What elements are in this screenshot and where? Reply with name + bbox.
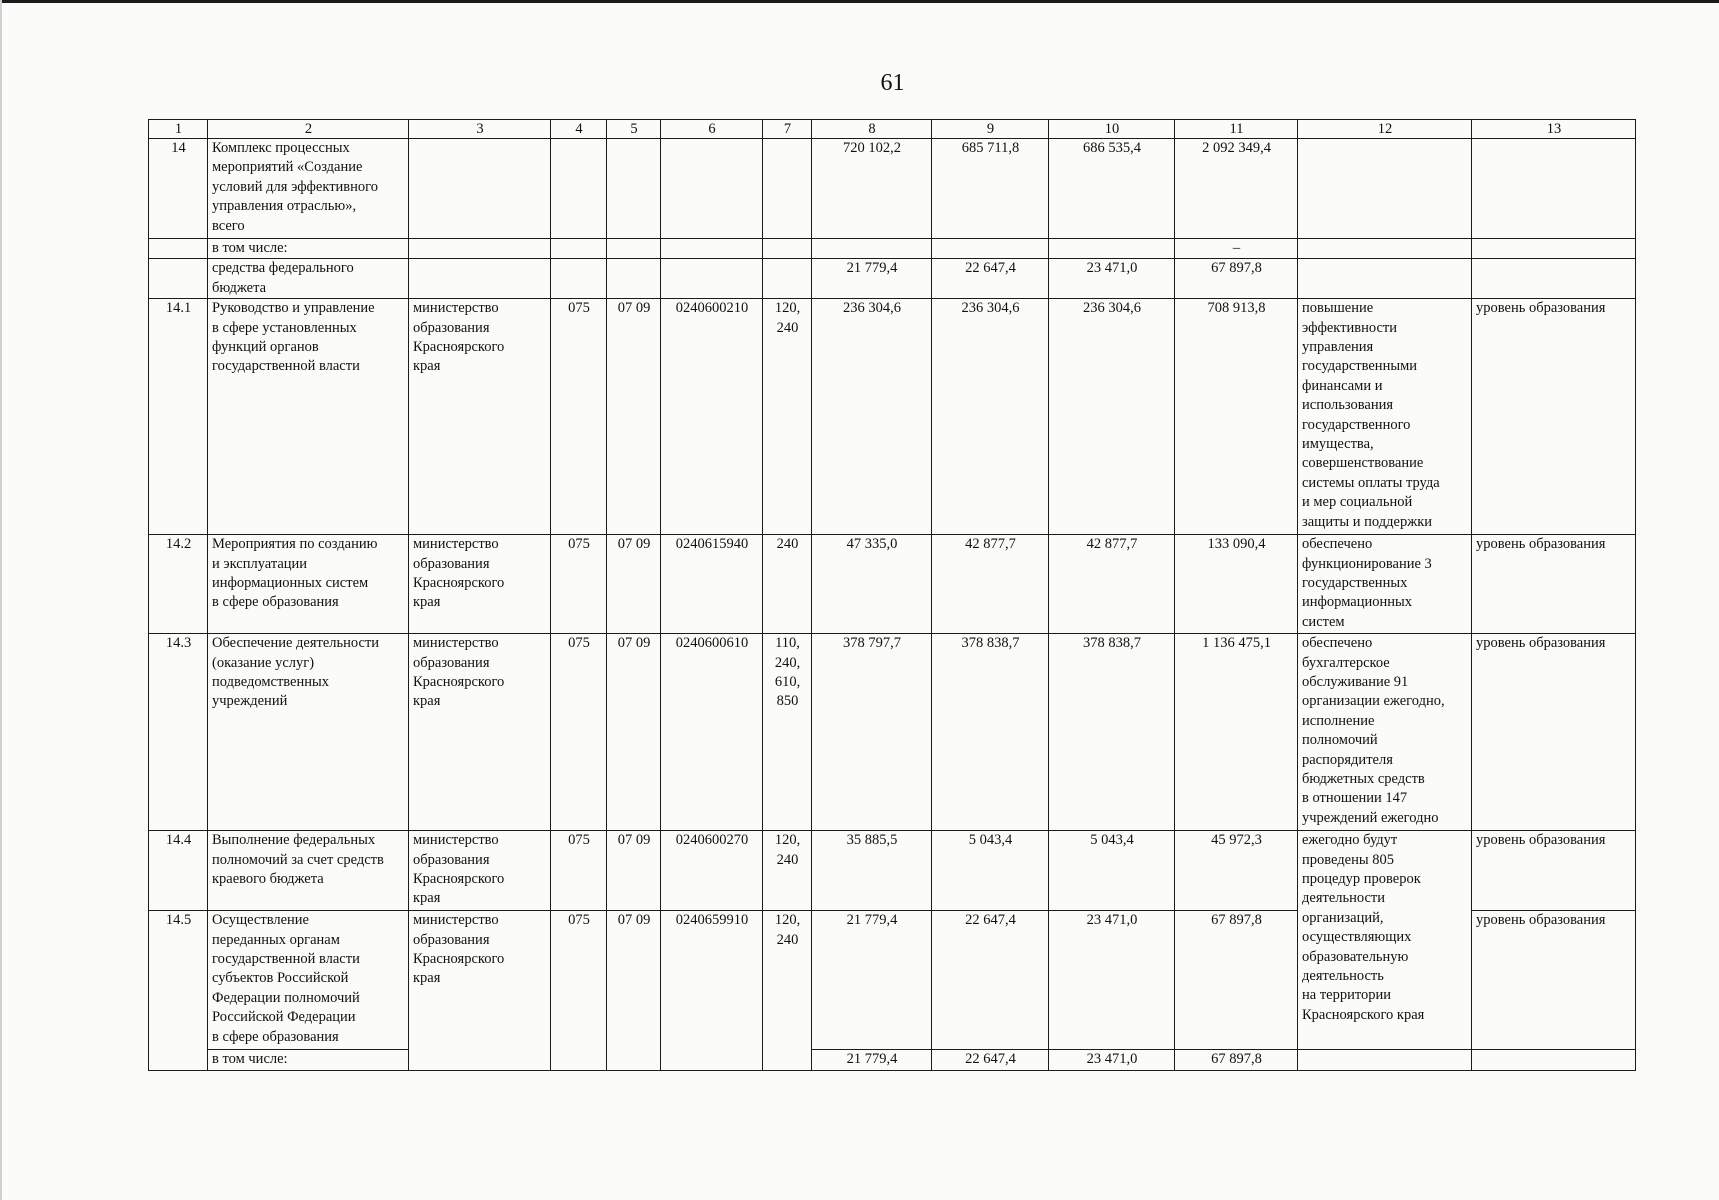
column-header: 11 [1175, 120, 1298, 139]
value-col11: 2 092 349,4 [1175, 139, 1298, 239]
cell-empty [409, 259, 551, 299]
cell-empty [607, 239, 661, 259]
row-number: 14.5 [149, 911, 208, 1070]
column-header: 4 [551, 120, 607, 139]
cell-empty [1298, 239, 1472, 259]
column-header: 1 [149, 120, 208, 139]
value-col10: 42 877,7 [1049, 535, 1175, 634]
row-result: обеспечено функционирование 3 государственных информационных систем [1298, 535, 1472, 634]
column-header: 3 [409, 120, 551, 139]
row-level: уровень образования [1472, 299, 1636, 535]
row-name: Мероприятия по созданию и эксплуатации информационных систем в сфере образования [208, 535, 409, 634]
row-number: 14.2 [149, 535, 208, 634]
value-col8: 21 779,4 [812, 259, 932, 299]
value-col10: 378 838,7 [1049, 634, 1175, 831]
code-col7: 120, 240 [763, 911, 812, 1070]
code-col4: 075 [551, 831, 607, 911]
row-name: Обеспечение деятельности (оказание услуг) подведомственных учреждений [208, 634, 409, 831]
column-header: 13 [1472, 120, 1636, 139]
row-number: 14.3 [149, 634, 208, 831]
row-name: в том числе: [208, 239, 409, 259]
table-row [149, 1050, 1636, 1070]
cell-empty [661, 139, 763, 239]
row-number: 14.4 [149, 831, 208, 911]
row-level: уровень образования [1472, 831, 1636, 911]
cell-empty [1298, 139, 1472, 239]
cell-empty [932, 239, 1049, 259]
row-name: средства федерального бюджета [208, 259, 409, 299]
cell-empty [149, 259, 208, 299]
table-row [149, 259, 1636, 299]
budget-table [148, 119, 1636, 1071]
value-col9: 22 647,4 [932, 1050, 1049, 1070]
value-col8: 21 779,4 [812, 1050, 932, 1070]
code-col7: 110, 240, 610, 850 [763, 634, 812, 831]
row-name: Выполнение федеральных полномочий за счет средств краевого бюджета [208, 831, 409, 911]
value-col11: 67 897,8 [1175, 911, 1298, 1050]
code-col6: 0240600210 [661, 299, 763, 535]
cell-empty [607, 259, 661, 299]
scan-edge-left [0, 0, 2, 1200]
scan-edge [0, 0, 1719, 3]
code-col4: 075 [551, 911, 607, 1070]
value-col9: 5 043,4 [932, 831, 1049, 911]
cell-empty [661, 259, 763, 299]
code-col6: 0240659910 [661, 911, 763, 1070]
value-col9: 378 838,7 [932, 634, 1049, 831]
cell-empty [1472, 139, 1636, 239]
cell-empty [1472, 259, 1636, 299]
row-number: 14 [149, 139, 208, 239]
value-col8: 35 885,5 [812, 831, 932, 911]
cell-empty [607, 139, 661, 239]
code-col7: 240 [763, 535, 812, 634]
code-col7: 120, 240 [763, 299, 812, 535]
row-organization: министерство образования Красноярского края [409, 831, 551, 911]
column-header: 2 [208, 120, 409, 139]
row-number: 14.1 [149, 299, 208, 535]
cell-empty [1472, 239, 1636, 259]
value-col11: 708 913,8 [1175, 299, 1298, 535]
cell-empty [1298, 1050, 1472, 1070]
cell-empty [1472, 1050, 1636, 1070]
cell-empty [661, 239, 763, 259]
page-number: 61 [880, 70, 905, 96]
cell-empty [1298, 259, 1472, 299]
value-col8: 47 335,0 [812, 535, 932, 634]
cell-empty [551, 239, 607, 259]
code-col5: 07 09 [607, 299, 661, 535]
row-result: повышение эффективности управления государственными финансами и использования государственного имущества, совершенствование системы оплаты труда и мер социальной защиты и поддержки [1298, 299, 1472, 535]
table-row [149, 535, 1636, 634]
value-col9: 22 647,4 [932, 259, 1049, 299]
value-col10: 236 304,6 [1049, 299, 1175, 535]
cell-empty [551, 259, 607, 299]
code-col6: 0240600610 [661, 634, 763, 831]
column-header: 9 [932, 120, 1049, 139]
cell-empty [763, 239, 812, 259]
value-col8: 236 304,6 [812, 299, 932, 535]
code-col5: 07 09 [607, 634, 661, 831]
row-level: уровень образования [1472, 634, 1636, 831]
cell-empty [551, 139, 607, 239]
code-col4: 075 [551, 299, 607, 535]
column-header: 8 [812, 120, 932, 139]
cell-empty [763, 139, 812, 239]
value-col11: 1 136 475,1 [1175, 634, 1298, 831]
cell-empty [149, 239, 208, 259]
row-organization: министерство образования Красноярского края [409, 299, 551, 535]
row-name: в том числе: [208, 1050, 409, 1070]
code-col6: 0240615940 [661, 535, 763, 634]
row-result: обеспечено бухгалтерское обслуживание 91 организации ежегодно, исполнение полномочий распорядителя бюджетных средств в отношении 147 учреждений ежегодно [1298, 634, 1472, 831]
row-organization: министерство образования Красноярского края [409, 911, 551, 1070]
cell-empty [409, 239, 551, 259]
value-col11: 67 897,8 [1175, 259, 1298, 299]
code-col7: 120, 240 [763, 831, 812, 911]
column-header: 12 [1298, 120, 1472, 139]
value-col9: 22 647,4 [932, 911, 1049, 1050]
value-col10: 686 535,4 [1049, 139, 1175, 239]
value-col8: 378 797,7 [812, 634, 932, 831]
value-col8: 720 102,2 [812, 139, 932, 239]
row-level: уровень образования [1472, 535, 1636, 634]
cell-empty [763, 259, 812, 299]
column-header: 5 [607, 120, 661, 139]
value-col10: 23 471,0 [1049, 1050, 1175, 1070]
table-row [149, 831, 1636, 911]
column-header: 10 [1049, 120, 1175, 139]
value-col9: 685 711,8 [932, 139, 1049, 239]
row-organization: министерство образования Красноярского края [409, 634, 551, 831]
row-name: Комплекс процессных мероприятий «Создание условий для эффективного управления отраслью», всего [208, 139, 409, 239]
value-col11: 133 090,4 [1175, 535, 1298, 634]
table-row [149, 239, 1636, 259]
row-level: уровень образования [1472, 911, 1636, 1050]
value-col11: – [1175, 239, 1298, 259]
row-result: ежегодно будут проведены 805 процедур проверок деятельности организаций, осуществляющих образовательную деятельность на территории Красноярского края [1298, 831, 1472, 1050]
table-row [149, 139, 1636, 239]
column-header: 6 [661, 120, 763, 139]
table-row [149, 634, 1636, 831]
code-col6: 0240600270 [661, 831, 763, 911]
code-col5: 07 09 [607, 831, 661, 911]
code-col4: 075 [551, 634, 607, 831]
value-col8: 21 779,4 [812, 911, 932, 1050]
cell-empty [1049, 239, 1175, 259]
row-organization: министерство образования Красноярского края [409, 535, 551, 634]
table-row [149, 299, 1636, 535]
column-header-row [149, 120, 1636, 139]
column-header: 7 [763, 120, 812, 139]
row-name: Осуществление переданных органам государственной власти субъектов Российской Федерации полномочий Российской Федерации в сфере образования [208, 911, 409, 1050]
value-col9: 236 304,6 [932, 299, 1049, 535]
code-col5: 07 09 [607, 535, 661, 634]
value-col11: 67 897,8 [1175, 1050, 1298, 1070]
cell-empty [409, 139, 551, 239]
value-col9: 42 877,7 [932, 535, 1049, 634]
code-col5: 07 09 [607, 911, 661, 1070]
cell-empty [812, 239, 932, 259]
row-name: Руководство и управление в сфере установленных функций органов государственной власти [208, 299, 409, 535]
code-col4: 075 [551, 535, 607, 634]
value-col11: 45 972,3 [1175, 831, 1298, 911]
value-col10: 5 043,4 [1049, 831, 1175, 911]
value-col10: 23 471,0 [1049, 259, 1175, 299]
value-col10: 23 471,0 [1049, 911, 1175, 1050]
